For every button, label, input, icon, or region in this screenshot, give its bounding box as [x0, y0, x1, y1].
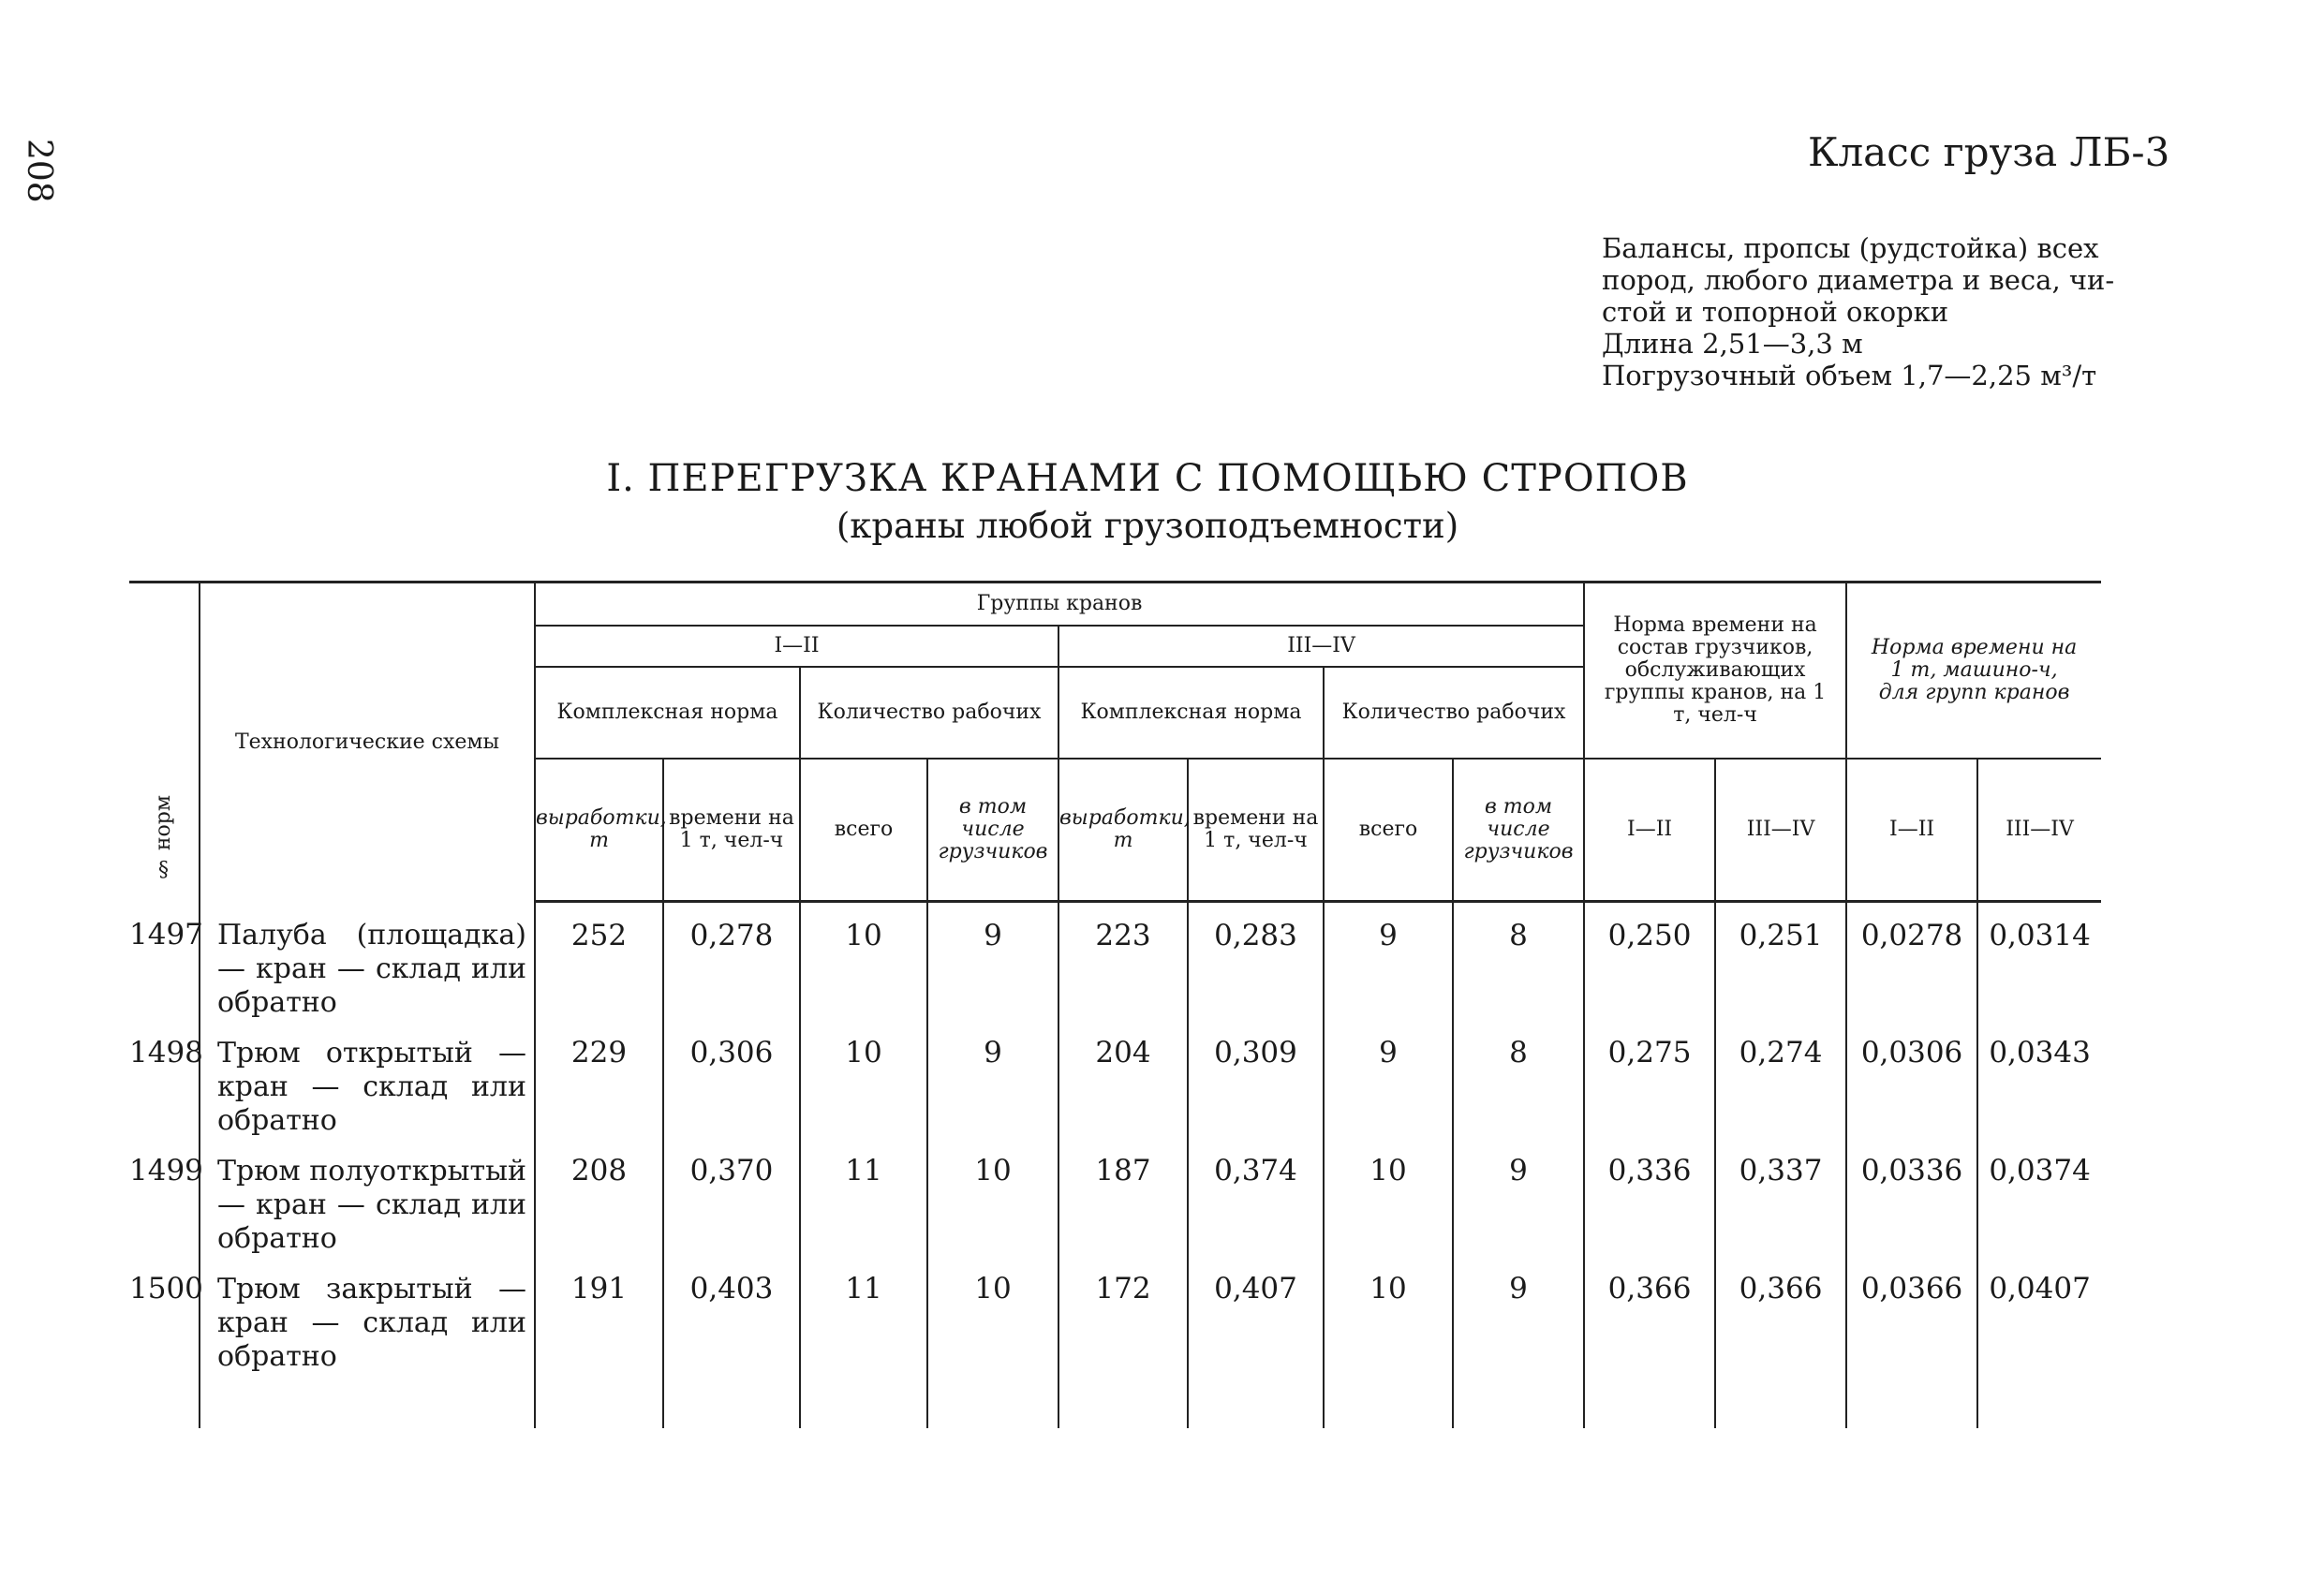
cell-machine-norm-2: 0,0343 — [1977, 1020, 2101, 1138]
cell-machine-norm-1: 0,0366 — [1846, 1256, 1977, 1428]
cell-loaders-1: 10 — [927, 1256, 1058, 1428]
row-scheme: Трюм открытый — кран — склад или обратно — [200, 1020, 535, 1138]
header-group-1: I—II — [535, 626, 1058, 667]
row-norm-no: 1499 — [129, 1138, 200, 1256]
cell-loaders-1: 9 — [927, 902, 1058, 1020]
cell-machine-norm-1: 0,0306 — [1846, 1020, 1977, 1138]
cell-time-1: 0,306 — [663, 1020, 800, 1138]
cell-output-1: 191 — [535, 1256, 663, 1428]
cell-loaders-2: 9 — [1453, 1138, 1584, 1256]
row-norm-no: 1498 — [129, 1020, 200, 1138]
cell-machine-norm-2: 0,0407 — [1977, 1256, 2101, 1428]
header-workers-1: Количество рабочих — [800, 667, 1058, 759]
description-line: Погрузочный объем 1,7—2,25 м³/т — [1602, 360, 2097, 391]
table-row — [129, 902, 2101, 1020]
table-row — [129, 1138, 2101, 1256]
header-loaders-2: в том числе грузчиков — [1453, 759, 1584, 902]
row-scheme: Трюм закрытый — кран — склад или обратно — [200, 1256, 535, 1428]
cell-crew-norm-2: 0,251 — [1715, 902, 1846, 1020]
description-line: стой и топорной окорки — [1602, 296, 1949, 328]
cell-crew-norm-2: 0,366 — [1715, 1256, 1846, 1428]
header-norm-no — [129, 583, 200, 902]
header-group-2: III—IV — [1058, 626, 1584, 667]
table-body — [129, 902, 2101, 1428]
cell-loaders-2: 8 — [1453, 1020, 1584, 1138]
description-line: Балансы, пропсы (рудстойка) всех — [1602, 232, 2099, 264]
cell-output-2: 204 — [1058, 1020, 1188, 1138]
cell-time-2: 0,374 — [1188, 1138, 1324, 1256]
header-crew-norm: Норма времени на состав грузчиков, обслуживающих группы кранов, на 1 т, чел-ч — [1584, 583, 1846, 760]
table-row — [129, 1020, 2101, 1138]
cell-total-1: 10 — [800, 902, 927, 1020]
row-norm-no: 1497 — [129, 902, 200, 1020]
cell-total-1: 10 — [800, 1020, 927, 1138]
cargo-description — [1602, 232, 2115, 391]
header-crew-sub-2: III—IV — [1715, 759, 1846, 902]
cell-machine-norm-1: 0,0336 — [1846, 1138, 1977, 1256]
cell-total-2: 9 — [1324, 902, 1453, 1020]
header-machine-sub-1: I—II — [1846, 759, 1977, 902]
header-crew-sub-1: I—II — [1584, 759, 1715, 902]
header-machine-sub-2: III—IV — [1977, 759, 2101, 902]
header-norm-no-label: § норм — [152, 795, 175, 881]
header-schemes: Технологические схемы — [200, 583, 535, 902]
header-loaders-1: в том числе грузчиков — [927, 759, 1058, 902]
header-complex-norm-2: Комплексная норма — [1058, 667, 1324, 759]
cell-crew-norm-1: 0,250 — [1584, 902, 1715, 1020]
cell-loaders-1: 10 — [927, 1138, 1058, 1256]
cell-crew-norm-1: 0,366 — [1584, 1256, 1715, 1428]
cell-total-1: 11 — [800, 1256, 927, 1428]
cell-machine-norm-1: 0,0278 — [1846, 902, 1977, 1020]
cell-time-2: 0,407 — [1188, 1256, 1324, 1428]
row-scheme: Трюм полуоткрытый — кран — склад или обратно — [200, 1138, 535, 1256]
header-time-2: времени на 1 т, чел-ч — [1188, 759, 1324, 902]
page-number: 208 — [20, 139, 58, 203]
table-row — [129, 1256, 2101, 1428]
cell-time-2: 0,283 — [1188, 902, 1324, 1020]
header-complex-norm-1: Комплексная норма — [535, 667, 800, 759]
description-line: Длина 2,51—3,3 м — [1602, 328, 1863, 360]
cell-total-2: 10 — [1324, 1138, 1453, 1256]
cell-loaders-2: 8 — [1453, 902, 1584, 1020]
norms-table — [129, 581, 2101, 1428]
header-total-2: всего — [1324, 759, 1453, 902]
header-output-2: выработки, т — [1058, 759, 1188, 902]
cell-output-2: 223 — [1058, 902, 1188, 1020]
cargo-class-heading: Класс груза ЛБ-3 — [1808, 129, 2170, 175]
row-scheme: Палуба (площадка) — кран — склад или обратно — [200, 902, 535, 1020]
cell-time-1: 0,278 — [663, 902, 800, 1020]
cell-output-2: 172 — [1058, 1256, 1188, 1428]
section-subtitle: (краны любой грузоподъемности) — [836, 506, 1459, 546]
norms-table-container — [129, 581, 2101, 1428]
header-crane-groups: Группы кранов — [535, 583, 1584, 627]
cell-crew-norm-1: 0,336 — [1584, 1138, 1715, 1256]
cell-output-1: 252 — [535, 902, 663, 1020]
cell-time-2: 0,309 — [1188, 1020, 1324, 1138]
description-line: пород, любого диаметра и веса, чи- — [1602, 264, 2115, 296]
cell-time-1: 0,370 — [663, 1138, 800, 1256]
cell-output-2: 187 — [1058, 1138, 1188, 1256]
header-time-1: времени на 1 т, чел-ч — [663, 759, 800, 902]
row-norm-no: 1500 — [129, 1256, 200, 1428]
cell-output-1: 229 — [535, 1020, 663, 1138]
cell-machine-norm-2: 0,0374 — [1977, 1138, 2101, 1256]
cell-total-1: 11 — [800, 1138, 927, 1256]
cell-total-2: 9 — [1324, 1020, 1453, 1138]
cell-loaders-2: 9 — [1453, 1256, 1584, 1428]
cell-output-1: 208 — [535, 1138, 663, 1256]
header-total-1: всего — [800, 759, 927, 902]
cell-time-1: 0,403 — [663, 1256, 800, 1428]
section-title: I. ПЕРЕГРУЗКА КРАНАМИ С ПОМОЩЬЮ СТРОПОВ — [606, 457, 1689, 500]
cell-machine-norm-2: 0,0314 — [1977, 902, 2101, 1020]
cell-crew-norm-2: 0,337 — [1715, 1138, 1846, 1256]
header-workers-2: Количество рабочих — [1324, 667, 1584, 759]
cell-loaders-1: 9 — [927, 1020, 1058, 1138]
cell-crew-norm-1: 0,275 — [1584, 1020, 1715, 1138]
cell-crew-norm-2: 0,274 — [1715, 1020, 1846, 1138]
header-machine-norm: Норма времени на 1 т, машино-ч, для групп кранов — [1846, 583, 2101, 760]
header-output-1: выработки, т — [535, 759, 663, 902]
cell-total-2: 10 — [1324, 1256, 1453, 1428]
